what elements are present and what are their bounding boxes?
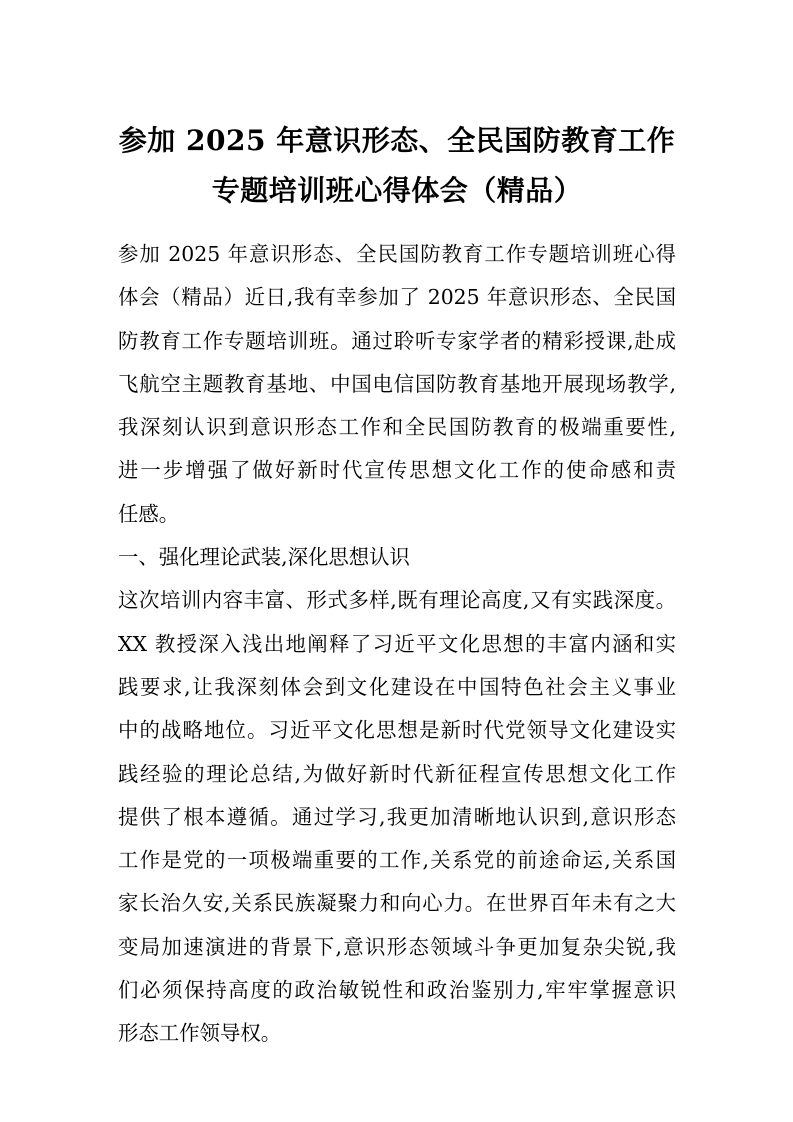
- text-line: 家长治久安,关系民族凝聚力和向心力。在世界百年未有之大: [118, 891, 676, 916]
- text-line: 体会（精品）近日,我有幸参加了 2025 年意识形态、全民国: [118, 285, 676, 310]
- text-line: 践经验的理论总结,为做好新时代新征程宣传思想文化工作: [118, 761, 676, 786]
- text-line: 工作是党的一项极端重要的工作,关系党的前途命运,关系国: [118, 848, 676, 873]
- text-line: 中的战略地位。习近平文化思想是新时代党领导文化建设实: [118, 718, 676, 743]
- text-line: 这次培训内容丰富、形式多样,既有理论高度,又有实践深度。: [118, 588, 676, 613]
- text-line: 践要求,让我深刻体会到文化建设在中国特色社会主义事业: [118, 674, 676, 699]
- text-line: 任感。: [118, 501, 180, 526]
- document-title: [118, 116, 676, 216]
- text-line: 我深刻认识到意识形态工作和全民国防教育的极端重要性,: [118, 415, 676, 440]
- text-line: 形态工作领导权。: [118, 1021, 282, 1046]
- text-line: 飞航空主题教育基地、中国电信国防教育基地开展现场教学,: [118, 371, 676, 396]
- text-line: 防教育工作专题培训班。通过聆听专家学者的精彩授课,赴成: [118, 328, 676, 353]
- title-line-2: 专题培训班心得体会（精品）: [211, 174, 583, 207]
- text-line: 变局加速演进的背景下,意识形态领域斗争更加复杂尖锐,我: [118, 934, 676, 959]
- text-line: 提供了根本遵循。通过学习,我更加清晰地认识到,意识形态: [118, 804, 676, 829]
- text-line: XX 教授深入浅出地阐释了习近平文化思想的丰富内涵和实: [118, 631, 676, 656]
- text-line: 们必须保持高度的政治敏锐性和政治鉴别力,牢牢掌握意识: [118, 978, 676, 1003]
- text-line: 参加 2025 年意识形态、全民国防教育工作专题培训班心得: [118, 242, 676, 266]
- document-body: [118, 233, 676, 1056]
- title-line-1: 参加 2025 年意识形态、全民国防教育工作: [118, 124, 676, 157]
- text-line: 进一步增强了做好新时代宣传思想文化工作的使命感和责: [118, 458, 676, 483]
- text-line: 一、强化理论武装,深化思想认识: [118, 545, 410, 570]
